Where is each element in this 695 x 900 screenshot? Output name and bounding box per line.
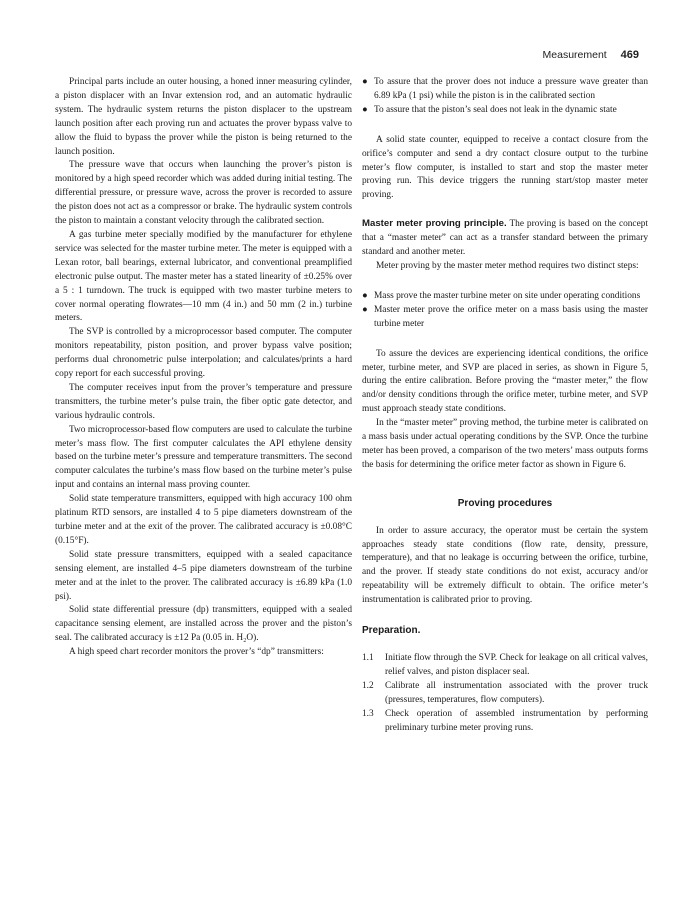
running-header xyxy=(543,49,639,61)
bullet-icon: ● xyxy=(362,77,368,87)
bullet-icon: ● xyxy=(362,290,368,301)
paragraph: The pressure wave that occurs when launching the prover’s piston is monitored by a high speed recorder which was added during initial testing. The differential pressure, or pressure wave, across the prover is recorded to assure the piston does not act as a compressor or brake. The hydraulic system controls the piston to maintain a constant velocity through the calibrated section. xyxy=(55,160,352,227)
paragraph: The computer receives input from the prover’s temperature and pressure transmitters, the turbine meter’s pulse train, the fiber optic gate detector, and various hydraulic controls. xyxy=(55,382,352,421)
list-item: ● To assure that the prover does not induce a pressure wave greater than 6.89 kPa (1 psi) while the piston is in the calibrated section xyxy=(362,77,648,101)
paragraph: Solid state temperature transmitters, equipped with high accuracy 100 ohm platinum RTD sensors, are installed 4 to 5 pipe diameters downstream of the turbine meter and at the exit of the prover. The calibrated accuracy is ±0.08°C (0.15°F). xyxy=(55,494,352,546)
subsection-heading: Preparation. xyxy=(362,625,421,637)
list-item: 1.1 Initiate flow through the SVP. Check for leakage on all critical valves, relief valves, and piston displacer seal. xyxy=(362,653,648,677)
list-item: 1.3 Check operation of assembled instrumentation by performing preliminary turbine meter proving runs. xyxy=(362,708,648,733)
paragraph: Meter proving by the master meter method requires two distinct steps: xyxy=(376,260,639,271)
list-item: ● Master meter prove the orifice meter on a mass basis using the master turbine meter xyxy=(362,304,648,329)
paragraph: Solid state pressure transmitters, equipped with a sealed capacitance sensing element, are installed 4–5 pipe diameters downstream of the turbine meter and at the inlet to the prover. The calibrated accuracy is ±6.89 kPa (1.0 psi). xyxy=(55,549,352,602)
list-item: 1.2 Calibrate all instrumentation associated with the prover truck (pressures, temperatures, flow computers). xyxy=(362,680,648,705)
bullet-list xyxy=(362,290,648,332)
paragraph: The SVP is controlled by a microprocessor based computer. The computer monitors repeatability, piston position, and prover bypass valve position; performs dual chronometric pulse interpolation; and calculates/prints a hard copy report for each successful proving. xyxy=(55,327,352,380)
bullet-icon: ● xyxy=(362,104,368,115)
section-heading: Proving procedures xyxy=(457,497,553,509)
paragraph: A gas turbine meter specially modified by the manufacturer for ethylene service was selected for the master turbine meter. The meter is equipped with a Lexan rotor, ball bearings, external lubricator, and conventional preamplified electronic pulse output. The master meter has a stated linearity of ±0.25% over a 5 : 1 turndown. The truck is equipped with two master turbine meters to cover normal operating flowrates—10 mm (4 in.) and 50 mm (2 in.) turbine meters. xyxy=(55,229,352,324)
section-title: Measurement xyxy=(542,49,607,61)
paragraph: Principal parts include an outer housing, a honed inner measuring cylinder, a piston displacer with an Invar extension rod, and an automatic hydraulic system. The hydraulic system returns the piston displacer to the upstream launch position after each proving run and actuates the prover bypass valve to allow the fluid to bypass the prover while the piston is being returned to the launch position. xyxy=(55,77,352,157)
paragraph: Solid state differential pressure (dp) transmitters, equipped with a sealed capacitance sensing element, are installed across the prover and the piston’s seal. The calibrated accuracy is ±12 Pa (0.05 in. H₂O). xyxy=(55,605,352,644)
paragraph: Two microprocessor-based flow computers are used to calculate the turbine meter’s mass flow. The first computer calculates the API ethylene density based on the turbine meter’s pressure and temperature transmitters. The second computer calculates the turbine’s mass flow based on the turbine meter’s pulse input and contains an internal mass proving counter. xyxy=(55,424,352,491)
bullet-list xyxy=(362,76,648,118)
numbered-list xyxy=(362,652,648,735)
left-column xyxy=(55,76,352,660)
paragraph-master-meter: Master meter proving principle. The proving is based on the concept that a “master meter” can act as a transfer standard between the primary standard and another meter. xyxy=(362,218,648,258)
bullet-icon: ● xyxy=(362,304,368,315)
list-item: ● Mass prove the master turbine meter on site under operating conditions xyxy=(362,290,648,304)
subsection-heading: Master meter proving principle. xyxy=(362,218,507,230)
paragraph: In order to assure accuracy, the operator must be certain the system approaches steady state conditions (flow rate, density, pressure, temperature), and that no leakage is occurring between the orifice, turbine, and the prover. If steady state conditions do not exist, accuracy and/or repeatability will be extremely difficult to obtain. The orifice meter’s instrumentation is calibrated prior to proving. xyxy=(362,525,648,606)
paragraph: A high speed chart recorder monitors the prover’s “dp” transmitters: xyxy=(69,647,324,658)
paragraph: In the “master meter” proving method, the turbine meter is calibrated on a mass basis under actual operating conditions by the SVP. Once the turbine meter has been proved, a comparison of the two meters’ mass outputs forms the basis for determining the orifice meter factor as shown in Figure 6. xyxy=(362,418,648,470)
paragraph: A solid state counter, equipped to receive a contact closure from the orifice’s computer and send a dry contact closure output to the turbine meter’s flow computer, is installed to start and stop the master meter proving run. This device triggers the running start/stop master meter proving. xyxy=(362,134,648,201)
right-column xyxy=(362,76,648,735)
page-number: 469 xyxy=(620,49,639,61)
list-item: ● To assure that the piston’s seal does not leak in the dynamic state xyxy=(362,104,648,118)
paragraph: To assure the devices are experiencing identical conditions, the orifice meter, turbine meter, and SVP are placed in series, as shown in Figure 5, during the entire calibration. Before proving the “master meter,” the flow and/or density conditions through the orifice meter, turbine meter, and SVP must approach steady state conditions. xyxy=(362,348,648,415)
